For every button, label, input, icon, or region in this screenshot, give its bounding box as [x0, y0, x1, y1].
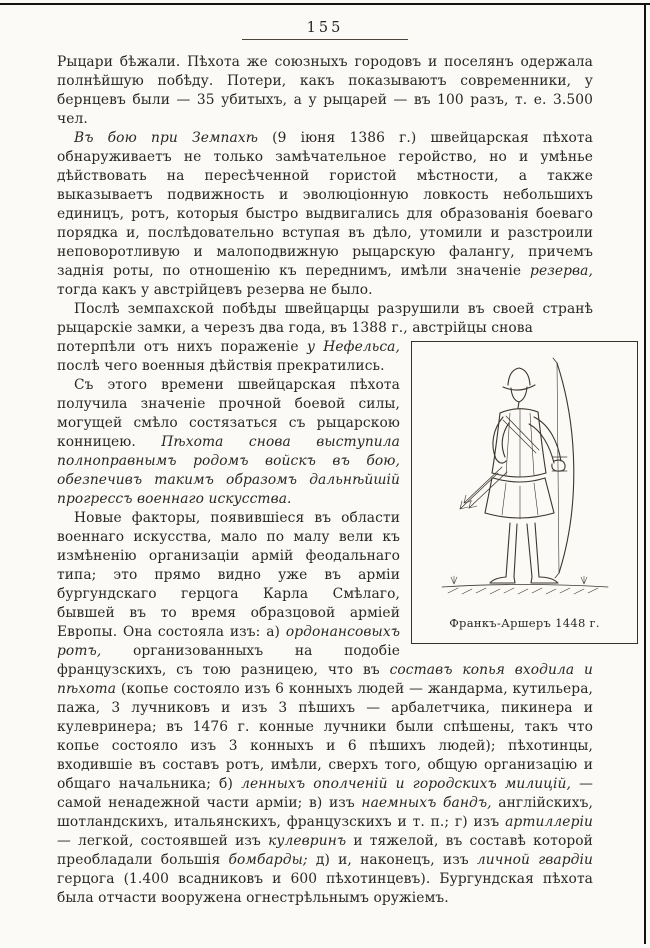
text-run: Послѣ земпахской побѣды швейцарцы разрушили въ своей странѣ рыцарскіе замки, а черезъ два года, въ 1388 г., австрійцы снова	[57, 301, 593, 336]
text-run: — самой ненадежной части арміи; в) изъ	[57, 776, 593, 811]
figure-caption: Франкъ-Аршеръ 1448 г.	[449, 616, 600, 630]
text-run: Съ этого времени швейцарская пѣхота получила значеніе прочной боевой силы, могущей смѣло состязаться съ рыцарскою конницею.	[57, 377, 400, 450]
text-run: тогда какъ у австрійцевъ резерва не было.	[57, 282, 373, 298]
text-run: Рыцари бѣжали. Пѣхота же союзныхъ городовъ и поселянъ одержала полнѣйшую побѣду. Потери, какъ показываютъ современники, у бернцевъ были — 35 убитыхъ, а у рыцарей — въ 100 разъ, т. е. 3.500 чел.	[57, 54, 593, 127]
page-number: 155	[306, 20, 344, 36]
scan-edge-top	[0, 3, 650, 5]
bow	[552, 358, 574, 578]
text-run-italic: наемныхъ бандъ,	[361, 795, 492, 811]
ground	[442, 576, 608, 594]
text-run: организованныхъ на подобіе французскихъ, съ тою разницею, что въ	[57, 643, 400, 678]
paragraph-3	[57, 300, 593, 338]
arrows	[460, 467, 507, 509]
text-run: потерпѣли отъ нихъ пораженіе	[57, 339, 307, 355]
text-run: Новые факторы, появившіеся въ области военнаго искусства, мало по малу вели къ измѣненію организаціи армій феодальнаго типа; это прямо видно уже въ арміи бургундскаго герцога Карла Смѣлаго, бывшей въ то время образцовой арміей Европы. Она состояла изъ: а)	[57, 510, 400, 640]
text-run-italic: у Нефельса,	[306, 339, 400, 355]
text-run: и тяжелой, въ составѣ которой преобладали большія	[57, 833, 593, 868]
text-run-italic: личной гвардіи	[476, 852, 594, 868]
figure-frame	[411, 341, 638, 644]
text-run: герцога (1.400 всадниковъ и 600 пѣхотинцевъ). Бургундская пѣхота была отчасти вооружена огнестрѣльнымъ оружіемъ.	[57, 871, 593, 906]
text-run: — легкой, состоявшей изъ	[57, 833, 269, 849]
text-run-italic: кулевринъ	[268, 833, 347, 849]
archer-body	[485, 368, 565, 583]
scan-edge-right	[644, 3, 646, 944]
text-run: послѣ чего военныя дѣйствія прекратились.	[57, 358, 385, 374]
text-run-italic: составъ копья входила и пѣхота	[57, 662, 593, 697]
text-run-italic: Пѣхота снова выступила полноправнымъ родомъ войскъ въ бою, обезпечивъ такимъ образомъ дальнѣйшій прогрессъ военнаго искусства.	[57, 434, 401, 507]
text-run-italic: бомбарды;	[228, 852, 308, 868]
text-run-italic: резерва,	[530, 263, 593, 279]
paragraph-2	[57, 129, 593, 300]
text-run: (копье состояло изъ 6 конныхъ людей — жандарма, кутильера, пажа, 3 лучниковъ и изъ 3 пѣшихъ — арбалетчика, пикинера и кулевринера; въ 1476 г. конные лучники были спѣшены, такъ что копье состояло изъ 3 конныхъ и 6 пѣшихъ людей); пѣхотинцы, входившіе въ составъ ротъ, имѣли, сверхъ того, общую организацію и общаго начальника; б)	[57, 681, 594, 792]
text-run: (9 іюня 1386 г.) швейцарская пѣхота обнаруживаетъ не только замѣчательное геройство, но и умѣнье дѣйствовать на пересѣченной гористой мѣстности, а также выказываетъ подвижность и эволюціонную ловкость небольшихъ единицъ, ротъ, которыя быстро выдвигались для образованія боеваго порядка и, послѣдовательно вступая въ дѣло, утомили и разстроили неповоротливую и малоподвижную рыцарскую фалангу, причемъ заднія роты, по отношенію къ переднимъ, имѣли значеніе	[57, 130, 593, 279]
text-run-italic: ленныхъ ополченій и городскихъ милицій,	[241, 776, 571, 792]
text-run: д) и, наконецъ, изъ	[307, 852, 477, 868]
text-run-italic: ордонансовыхъ ротъ,	[57, 624, 400, 659]
page-header	[0, 0, 650, 40]
archer-illustration	[418, 347, 631, 599]
text-run-italic: артиллеріи	[505, 814, 593, 830]
text-column	[0, 40, 650, 908]
paragraph-1	[57, 53, 593, 129]
text-run-italic: Въ бою при Земпахѣ	[74, 130, 258, 146]
text-run: англійскихъ, шотландскихъ, итальянскихъ, французскихъ и т. п.; г) изъ	[57, 795, 593, 830]
